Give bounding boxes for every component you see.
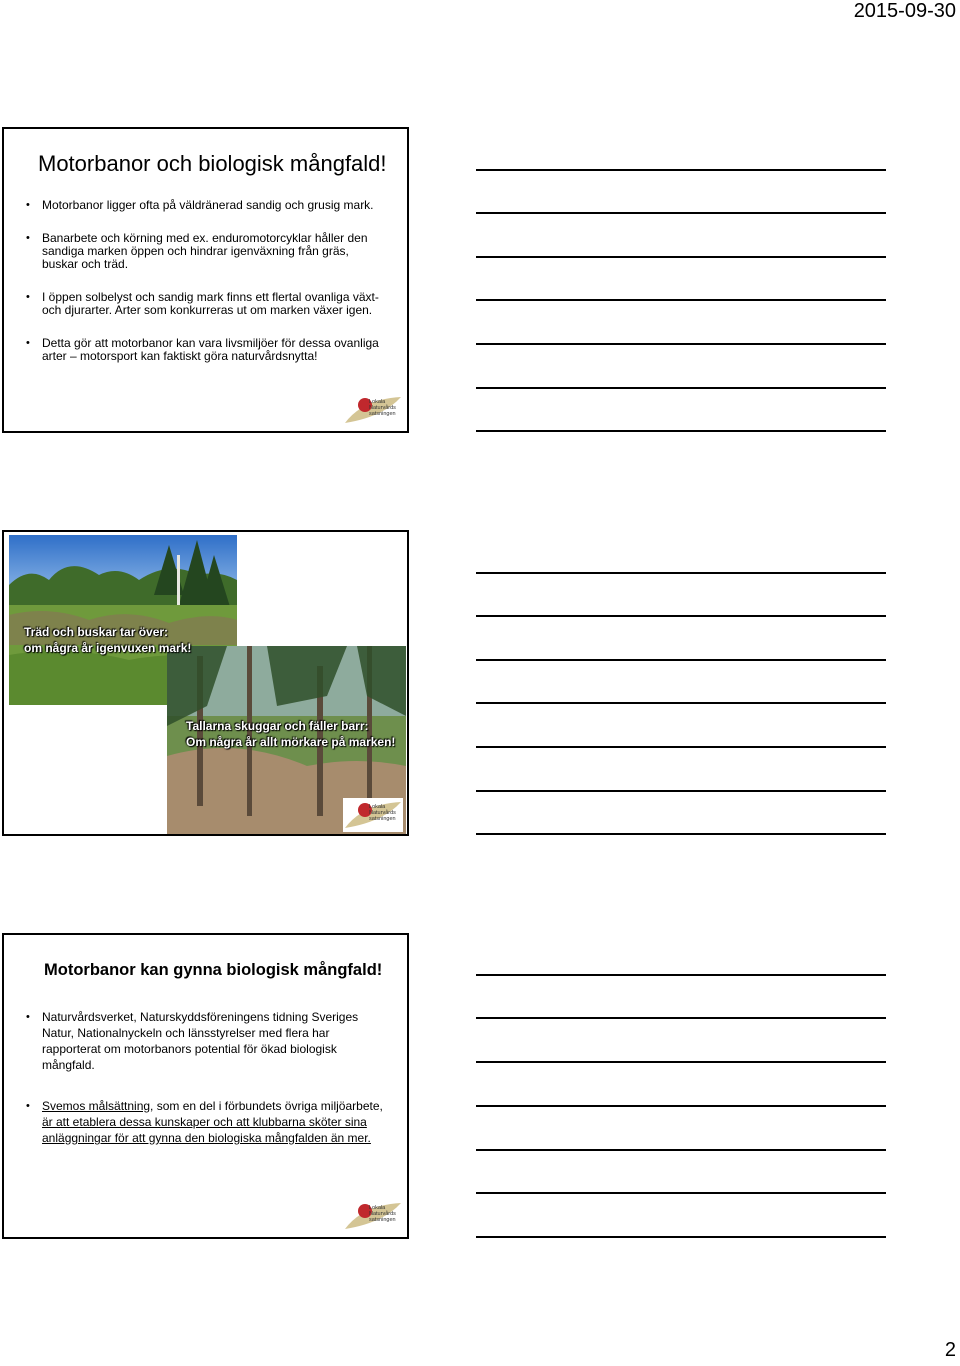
notes-line	[476, 1105, 886, 1107]
notes-line	[476, 387, 886, 389]
notes-line	[476, 1149, 886, 1151]
underlined-text: är att etablera dessa kunskaper och att klubbarna sköter sina anläggningar för att gynna den biologiska mångfalden än mer.	[42, 1115, 371, 1145]
notes-line	[476, 974, 886, 976]
photo-caption-overgrowth: Träd och buskar tar över: om några år igenvuxen mark!	[24, 625, 192, 655]
notes-line	[476, 702, 886, 704]
slide-2	[2, 530, 409, 836]
notes-line	[476, 1236, 886, 1238]
lokala-naturvards-logo	[343, 1199, 403, 1233]
notes-line	[476, 746, 886, 748]
notes-line	[476, 169, 886, 171]
notes-line	[476, 343, 886, 345]
notes-line	[476, 1017, 886, 1019]
bullet-item: • Motorbanor ligger ofta på väldränerad sandig och grusig mark.	[24, 199, 384, 212]
lokala-naturvards-logo	[343, 798, 403, 832]
bullet-item: • I öppen solbelyst och sandig mark finns ett flertal ovanliga växt- och djurarter. Arter som konkurreras ut om marken växer igen.	[24, 291, 384, 317]
page-date: 2015-09-30	[853, 0, 956, 22]
notes-line	[476, 615, 886, 617]
notes-line	[476, 212, 886, 214]
logo-text: Lokala Naturvårds satsningen	[369, 399, 396, 417]
bullet-item: • Detta gör att motorbanor kan vara livsmiljöer för dessa ovanliga arter – motorsport kan faktiskt göra naturvårdsnytta!	[24, 337, 384, 363]
bullet-item: • Banarbete och körning med ex. enduromotorcyklar håller den sandiga marken öppen och hindrar igenväxning från gräs, buskar och träd.	[24, 232, 384, 271]
notes-line	[476, 430, 886, 432]
lokala-naturvards-logo	[343, 393, 403, 427]
notes-line	[476, 659, 886, 661]
slide-3	[2, 933, 409, 1239]
logo-text: Lokala Naturvårds satsningen	[369, 804, 396, 822]
photo-caption-pine-shade: Tallarna skuggar och fäller barr: Om några år allt mörkare på marken!	[186, 719, 396, 749]
underlined-text: Svemos målsättning	[42, 1099, 151, 1113]
notes-line	[476, 572, 886, 574]
slide-1	[2, 127, 409, 433]
bullet-item: • Svemos målsättning, som en del i förbundets övriga miljöarbete, är att etablera dessa kunskaper och att klubbarna sköter sina anläggningar för att gynna den biologiska mångfalden än mer.	[24, 1098, 384, 1146]
bullet-item: • Naturvårdsverket, Naturskyddsföreningens tidning Sveriges Natur, Nationalnyckeln och länsstyrelser med flera har rapporterat om motorbanors potential för ökad biologisk mångfald.	[24, 1009, 384, 1073]
notes-line	[476, 1192, 886, 1194]
notes-line	[476, 833, 886, 835]
page-number: 2	[944, 1339, 956, 1361]
bullet-list	[24, 1009, 384, 1171]
logo-text: Lokala Naturvårds satsningen	[369, 1205, 396, 1223]
slide-title: Motorbanor kan gynna biologisk mångfald!	[44, 961, 383, 979]
notes-line	[476, 790, 886, 792]
slide-title: Motorbanor och biologisk mångfald!	[38, 151, 387, 176]
notes-line	[476, 256, 886, 258]
notes-line	[476, 299, 886, 301]
notes-line	[476, 1061, 886, 1063]
bullet-list	[24, 199, 384, 383]
